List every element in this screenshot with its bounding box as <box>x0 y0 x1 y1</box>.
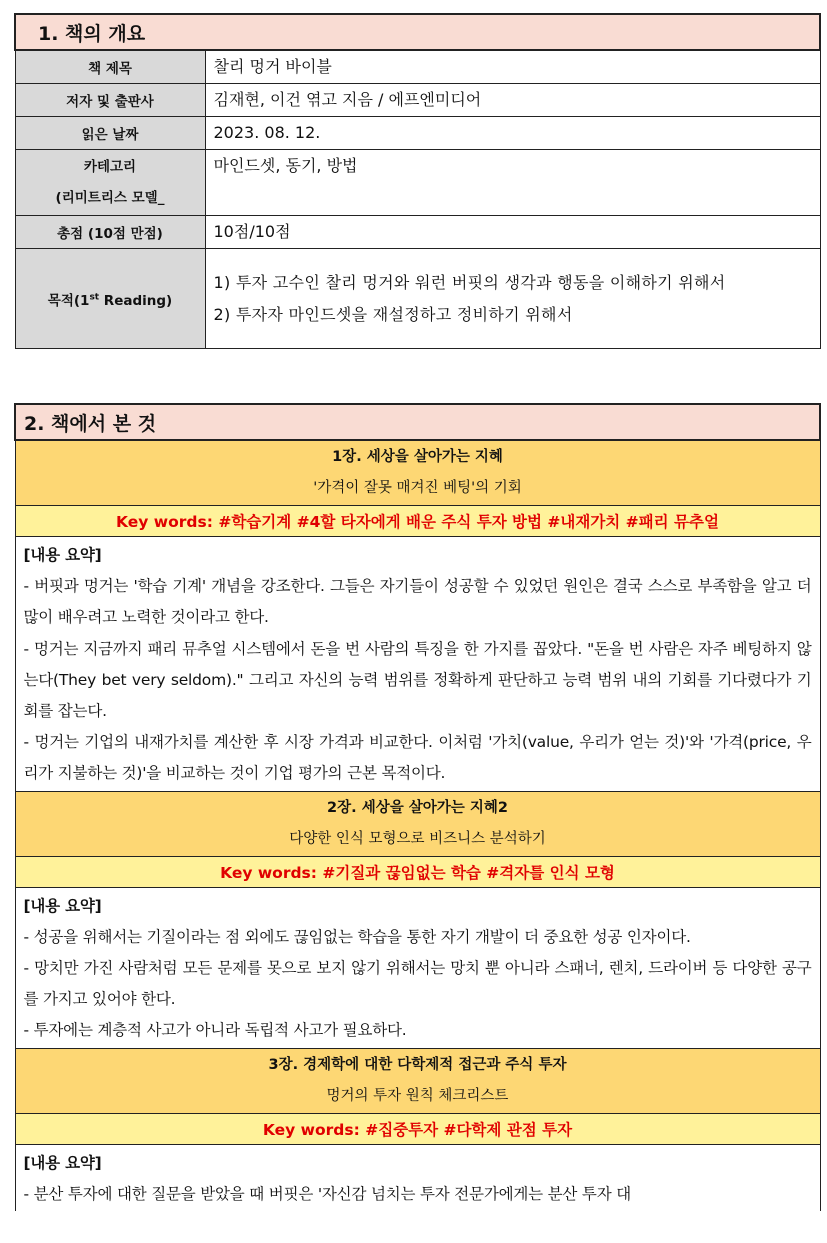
chapter-3-header <box>15 1048 820 1113</box>
chapter-1-summary <box>15 537 820 792</box>
chapter-2-title: 2장. 세상을 살아가는 지혜2 <box>327 799 508 816</box>
section-title-overview: 1. 책의 개요 <box>15 14 820 50</box>
value-book-title: 찰리 멍거 바이블 <box>205 50 820 84</box>
value-author-publisher: 김재현, 이건 엮고 지음 / 에프엔미디어 <box>205 84 820 117</box>
book-content-table <box>14 403 821 1211</box>
chapter-2-header <box>15 791 820 856</box>
chapter-1-summary-heading: [내용 요약] <box>23 546 102 564</box>
label-category-line2: (리미트리스 모델_ <box>55 189 165 206</box>
value-purpose <box>205 249 820 349</box>
label-author-publisher: 저자 및 출판사 <box>15 84 205 117</box>
label-purpose: 목적(1st Reading) <box>15 249 205 349</box>
chapter-1-paragraph: - 멍거는 기업의 내재가치를 계산한 후 시장 가격과 비교한다. 이처럼 '가치(value, 우리가 얻는 것)'와 '가격(price, 우리가 지불하는 것)'을 비교하는 것이 기업 평가의 근본 목적이다. <box>23 733 812 783</box>
chapter-2-paragraph: - 망치만 가진 사람처럼 모든 문제를 못으로 보지 않기 위해서는 망치 뿐 아니라 스패너, 렌치, 드라이버 등 다양한 공구를 가지고 있어야 한다. <box>23 959 812 1009</box>
chapter-3-subtitle: 멍거의 투자 원칙 체크리스트 <box>326 1087 509 1104</box>
value-category: 마인드셋, 동기, 방법 <box>205 150 820 216</box>
chapter-3-title: 3장. 경제학에 대한 다학제적 접근과 주식 투자 <box>268 1056 567 1073</box>
section-title-seen: 2. 책에서 본 것 <box>15 404 820 440</box>
chapter-2-keywords: Key words: #기질과 끊임없는 학습 #격자틀 인식 모형 <box>15 856 820 887</box>
chapter-1-header <box>15 440 820 506</box>
purpose-line-1: 1) 투자 고수인 찰리 멍거와 워런 버핏의 생각과 행동을 이해하기 위해서 <box>213 273 726 292</box>
label-category <box>15 150 205 216</box>
chapter-2-paragraph: - 투자에는 계층적 사고가 아니라 독립적 사고가 필요하다. <box>23 1021 407 1040</box>
label-total-score: 총점 (10점 만점) <box>15 216 205 249</box>
chapter-3-summary-heading: [내용 요약] <box>23 1153 102 1172</box>
chapter-2-summary <box>15 887 820 1048</box>
label-read-date: 읽은 날짜 <box>15 117 205 150</box>
chapter-1-title: 1장. 세상을 살아가는 지혜 <box>332 449 503 465</box>
purpose-line-2: 2) 투자자 마인드셋을 재설정하고 정비하기 위해서 <box>213 304 573 324</box>
chapter-2-summary-heading: [내용 요약] <box>23 896 102 915</box>
label-category-line1: 카테고리 <box>83 158 137 175</box>
chapter-1-subtitle: '가격이 잘못 매겨진 베팅'의 기회 <box>313 480 522 496</box>
book-overview-table <box>14 13 821 349</box>
value-total-score: 10점/10점 <box>205 216 820 249</box>
label-book-title: 책 제목 <box>15 50 205 84</box>
chapter-1-paragraph: - 버핏과 멍거는 '학습 기계' 개념을 강조한다. 그들은 자기들이 성공할 수 있었던 원인은 결국 스스로 부족함을 알고 더 많이 배우려고 노력한 것이라고 한다. <box>23 577 812 627</box>
chapter-1-paragraph: - 멍거는 지금까지 패리 뮤추얼 시스템에서 돈을 번 사람의 특징을 한 가지를 꼽았다. "돈을 번 사람은 자주 베팅하지 않는다(They bet very seldom)." 그리고 자신의 능력 범위를 정확하게 판단하고 능력 범위 내의 기회를 기다렸다가 기회를 잡는다. <box>23 639 812 721</box>
chapter-1-keywords: Key words: #학습기계 #4할 타자에게 배운 주식 투자 방법 #내재가치 #패리 뮤추얼 <box>15 506 820 537</box>
chapter-3-keywords: Key words: #집중투자 #다학제 관점 투자 <box>15 1113 820 1144</box>
chapter-3-summary <box>15 1144 820 1211</box>
chapter-2-paragraph: - 성공을 위해서는 기질이라는 점 외에도 끊임없는 학습을 통한 자기 개발이 더 중요한 성공 인자이다. <box>23 927 691 946</box>
value-read-date: 2023. 08. 12. <box>205 117 820 150</box>
chapter-3-paragraph: - 분산 투자에 대한 질문을 받았을 때 버핏은 '자신감 넘치는 투자 전문가에게는 분산 투자 대 <box>23 1184 631 1203</box>
chapter-2-subtitle: 다양한 인식 모형으로 비즈니스 분석하기 <box>289 830 546 847</box>
